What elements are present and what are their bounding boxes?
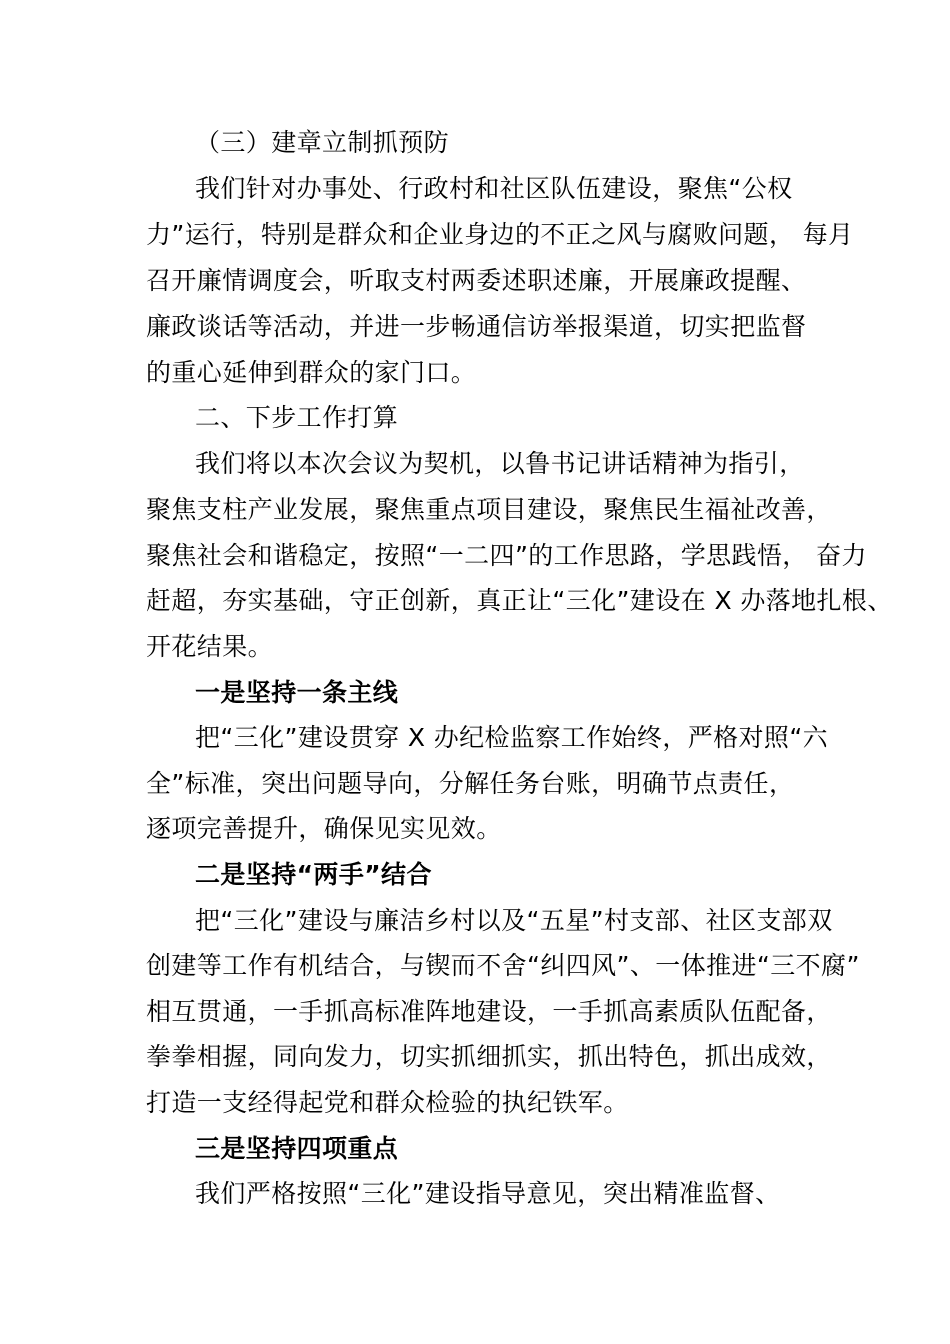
paragraph-line: 打造一支经得起党和群众检验的执纪铁军。 (146, 1088, 629, 1117)
paragraph-line: 把“三化”建设贯穿 X 办纪检监察工作始终，严格对照“六 (195, 723, 829, 752)
paragraph-line: 创建等工作有机结合，与锲而不舍“纠四风”、一体推进“三不腐” (146, 951, 860, 980)
paragraph-line: 廉政谈话等活动，并进一步畅通信访举报渠道，切实把监督 (146, 312, 807, 341)
paragraph-line: 相互贯通，一手抓高标准阵地建设，一手抓高素质队伍配备， (146, 997, 832, 1026)
subheading-main-line: 一是坚持一条主线 (195, 678, 399, 707)
paragraph-line: 拳拳相握，同向发力，切实抓细抓实，抓出特色，抓出成效， (146, 1042, 832, 1071)
paragraph-line: 的重心延伸到群众的家门口。 (146, 358, 477, 387)
paragraph-line: 我们将以本次会议为契机，以鲁书记讲话精神为指引， (195, 449, 805, 478)
paragraph-line: 我们针对办事处、行政村和社区队伍建设，聚焦“公权 (195, 174, 793, 203)
section-heading-3: （三）建章立制抓预防 (195, 128, 450, 157)
paragraph-line: 赶超，夯实基础，守正创新，真正让“三化”建设在 X 办落地扎根、 (146, 586, 893, 615)
paragraph-line: 力”运行，特别是群众和企业身边的不正之风与腐败问题， 每月 (146, 220, 854, 249)
paragraph-line: 召开廉情调度会，听取支村两委述职述廉，开展廉政提醒、 (146, 266, 807, 295)
paragraph-line: 逐项完善提升，确保见实见效。 (146, 814, 502, 843)
subheading-two-hands: 二是坚持“两手”结合 (195, 860, 432, 889)
subheading-four-priorities: 三是坚持四项重点 (195, 1134, 399, 1163)
paragraph-line: 聚焦社会和谐稳定，按照“一二四”的工作思路，学思践悟， 奋力 (146, 541, 867, 570)
paragraph-line: 把“三化”建设与廉洁乡村以及“五星”村支部、社区支部双 (195, 906, 833, 935)
paragraph-line: 全”标准，突出问题导向，分解任务台账，明确节点责任， (146, 769, 795, 798)
paragraph-line: 聚焦支柱产业发展，聚焦重点项目建设，聚焦民生福祉改善， (146, 495, 832, 524)
paragraph-line: 开花结果。 (146, 632, 274, 661)
section-heading-2: 二、下步工作打算 (195, 403, 399, 432)
paragraph-line: 我们严格按照“三化”建设指导意见，突出精准监督、 (195, 1179, 781, 1208)
